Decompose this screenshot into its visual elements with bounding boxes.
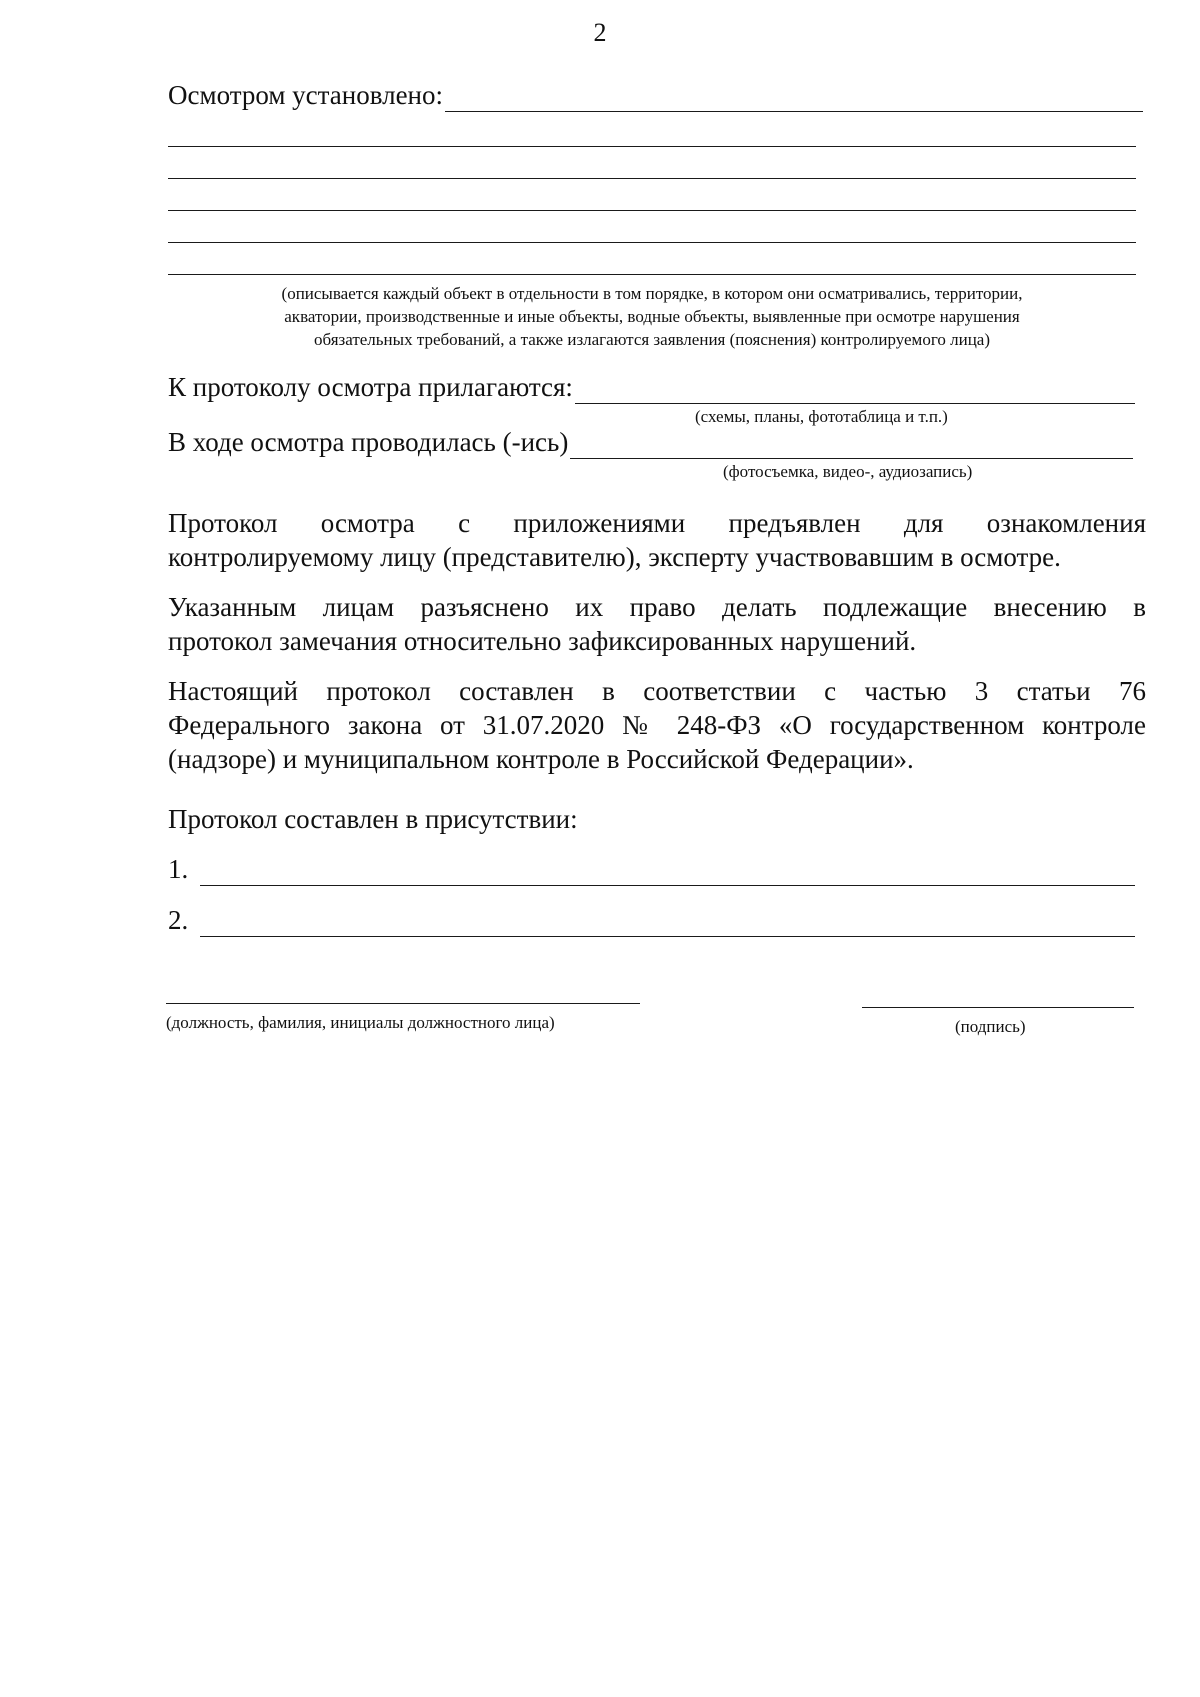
inspection-established-row [168,78,1143,112]
attachments-field[interactable] [575,377,1135,404]
inspection-blank-line-2[interactable] [168,178,1136,179]
paragraph-rights-line-2: протокол замечания относительно зафиксированных нарушений. [168,626,917,656]
inspection-established-label: Осмотром установлено: [168,80,444,110]
attachments-row [168,370,1135,404]
paragraph-presented-line-2: контролируемому лицу (представителю), эксперту участвовавшим в осмотре. [168,542,1061,572]
recording-field[interactable] [570,432,1133,459]
paragraph-presented [168,506,1146,574]
hint-line-2: акватории, производственные и иные объекты, водные объекты, выявленные при осмотре нарушения [284,307,1020,326]
presence-row-2 [168,903,1135,937]
paragraph-rights-line-1: Указанным лицам разъяснено их право делать подлежащие внесению в [168,592,1146,622]
paragraph-legal-line-3: (надзоре) и муниципальном контроле в Российской Федерации». [168,744,914,774]
attachments-label: К протоколу осмотра прилагаются: [168,372,573,402]
recording-label: В ходе осмотра проводилась (-ись) [168,427,569,457]
presence-number-2: 2. [168,905,189,935]
paragraph-rights-explained [168,590,1146,658]
official-name-hint: (должность, фамилия, инициалы должностного лица) [166,1013,555,1032]
paragraph-legal-basis [168,674,1146,776]
presence-label: Протокол составлен в присутствии: [168,804,578,834]
recording-hint: (фотосъемка, видео-, аудиозапись) [723,462,973,481]
signature-hint: (подпись) [955,1017,1026,1036]
presence-field-2[interactable] [200,910,1135,937]
paragraph-presented-line-1: Протокол осмотра с приложениями предъявлен для ознакомления [168,508,1146,538]
presence-row-1 [168,852,1135,886]
inspection-blank-line-5[interactable] [168,274,1136,275]
inspection-blank-line-1[interactable] [168,146,1136,147]
hint-line-3: обязательных требований, а также излагаются заявления (пояснения) контролируемого лица) [313,330,991,349]
signature-line[interactable] [862,1007,1134,1008]
paragraph-legal-line-1: Настоящий протокол составлен в соответствии с частью 3 статьи 76 [168,676,1146,706]
official-name-line[interactable] [166,1003,640,1004]
inspection-blank-line-4[interactable] [168,242,1136,243]
inspection-established-field[interactable] [445,85,1143,112]
inspection-blank-line-3[interactable] [168,210,1136,211]
recording-row [168,425,1133,459]
page-number: 2 [593,18,607,47]
inspection-description-hint [168,282,1136,351]
presence-field-1[interactable] [200,859,1135,886]
hint-line-1: (описывается каждый объект в отдельности в том порядке, в котором они осматривались, территории, [281,284,1023,303]
attachments-hint: (схемы, планы, фототаблица и т.п.) [695,407,948,426]
presence-number-1: 1. [168,854,189,884]
paragraph-legal-line-2: Федерального закона от 31.07.2020 № 248-ФЗ «О государственном контроле [168,710,1146,740]
